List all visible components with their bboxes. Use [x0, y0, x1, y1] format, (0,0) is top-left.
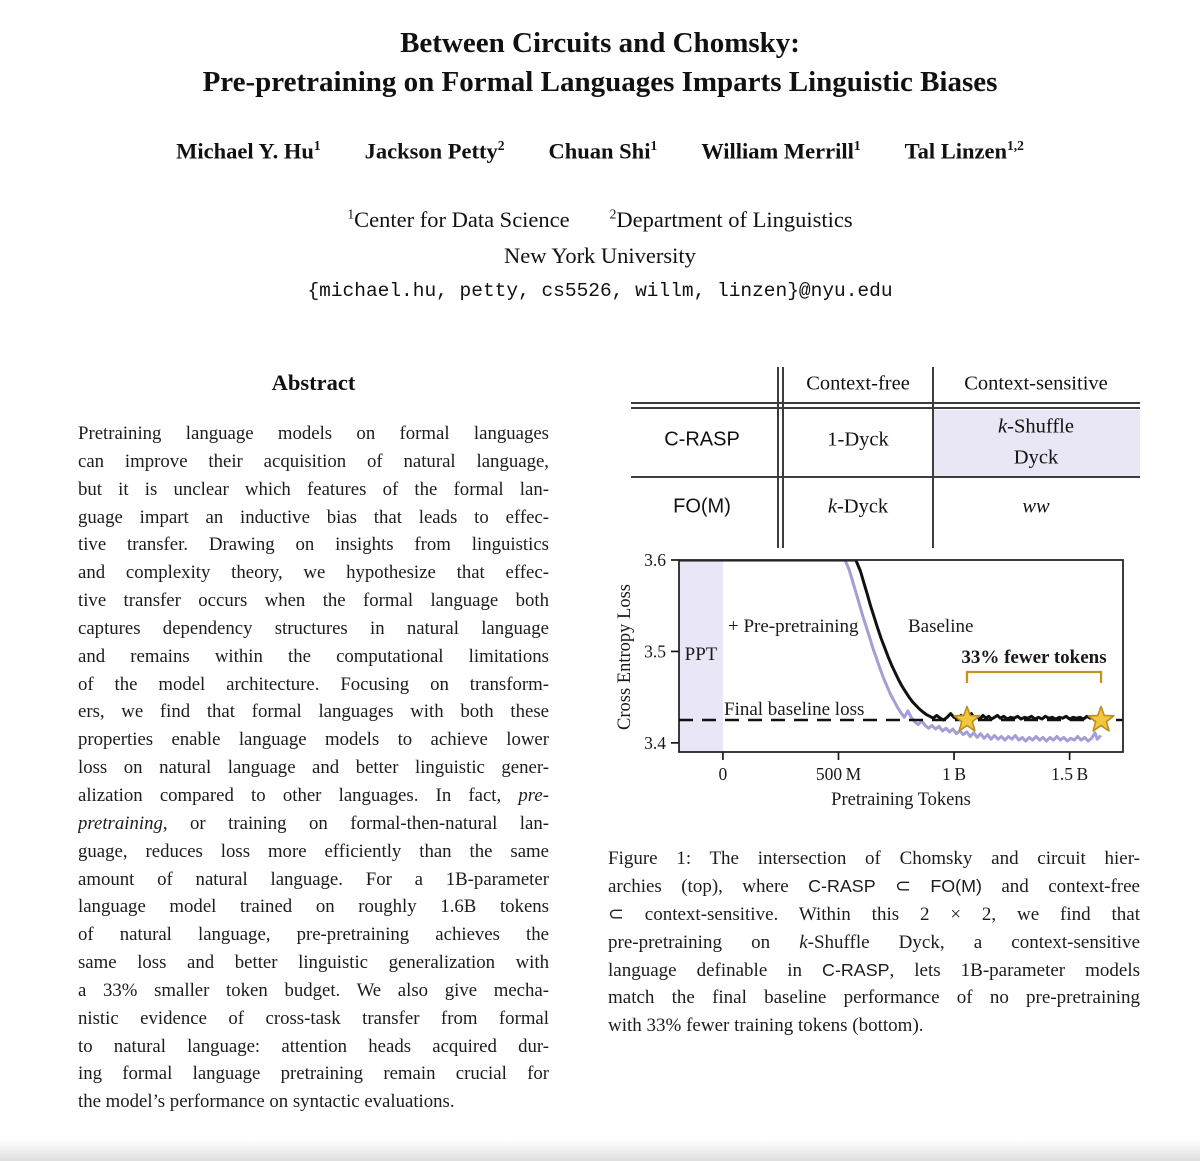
y-tick-label: 3.5	[644, 641, 666, 662]
text-segment: of the model architecture. Focusing on transform-	[78, 673, 549, 695]
author-list	[0, 138, 1200, 165]
affiliation-sup: 2	[609, 206, 617, 221]
text-segment: and complexity theory, we hypothesize that effec-	[78, 562, 549, 584]
caption-line	[608, 957, 1140, 985]
institution: New York University	[504, 243, 696, 268]
table-cell-crasp-contextsensitive-line1	[998, 416, 1074, 439]
table-row-label-fom: FO(M)	[673, 495, 731, 518]
text-segment: and remains within the computational limitations	[78, 645, 549, 667]
table-header-context-free: Context-free	[806, 372, 910, 395]
paper-title	[0, 24, 1200, 102]
text-segment: captures dependency structures in natural language	[78, 617, 549, 639]
abstract-body	[78, 420, 549, 1116]
abstract-line	[78, 754, 549, 782]
paper-title-line1: Between Circuits and Chomsky:	[400, 27, 800, 59]
caption-line	[608, 929, 1140, 957]
abstract-line	[78, 671, 549, 699]
affiliation-item: $^1$Center for Data Science	[347, 206, 570, 232]
abstract-line	[78, 977, 549, 1005]
bracket-label: 33% fewer tokens	[961, 647, 1107, 668]
text-segment: C-RASP	[808, 875, 876, 896]
text-segment: loss on natural language and better linguistic gener-	[78, 757, 549, 779]
table-cell-crasp-contextfree: 1-Dyck	[827, 428, 889, 451]
text-segment: ing formal language pretraining remain crucial for	[78, 1063, 549, 1085]
text-segment: archies (top), where	[608, 875, 809, 897]
abstract-line	[78, 559, 549, 587]
affiliation-item: $^2$Department of Linguistics	[609, 206, 853, 232]
caption-line	[608, 984, 1140, 1012]
abstract-line	[78, 866, 549, 894]
text-segment: properties enable language models to achieve lower	[78, 729, 549, 751]
y-axis-label: Cross Entropy Loss	[615, 584, 635, 730]
x-tick-label: 1 B	[942, 764, 967, 784]
text-segment: guage, reduces loss more efficiently than the same	[78, 840, 549, 862]
affiliation-sup: 1	[347, 206, 355, 221]
author-affiliation-sup: 1	[650, 138, 658, 153]
abstract-line	[78, 726, 549, 754]
author-name: Chuan Shi$^1$	[548, 138, 658, 164]
text-segment: ⊂ context-sensitive. Within this 2 × 2, we find that	[608, 903, 1140, 925]
text-segment: tive transfer occurs when the formal language both	[78, 590, 549, 612]
author-name: Jackson Petty$^2$	[364, 138, 505, 164]
abstract-line	[78, 420, 549, 448]
text-segment: -Shuffle Dyck, a context-sensitive	[807, 931, 1140, 953]
dashed-line-label: Final baseline loss	[724, 699, 865, 720]
x-tick-label: 500 M	[815, 764, 862, 784]
abstract-line	[78, 643, 549, 671]
abstract-line	[78, 698, 549, 726]
text-segment: but it is unclear which features of the formal lan-	[78, 478, 549, 500]
author-affiliation-sup: 1	[313, 138, 321, 153]
abstract-line	[78, 949, 549, 977]
text-segment: nistic evidence of cross-task transfer from formal	[78, 1007, 549, 1029]
abstract-heading: Abstract	[271, 370, 356, 395]
abstract-line	[78, 782, 549, 810]
loss-chart	[608, 547, 1140, 812]
abstract-line	[78, 476, 549, 504]
text-segment: can improve their acquisition of natural language,	[78, 450, 549, 472]
text-segment: C-RASP	[822, 959, 890, 980]
author-affiliation-sup: 2	[497, 138, 505, 153]
caption-line	[608, 901, 1140, 929]
table-cell-fom-contextfree	[828, 496, 888, 519]
text-segment: FO(M)	[930, 875, 982, 896]
table-double-vrule-right	[782, 367, 784, 548]
text-segment: language model trained on roughly 1.6B tokens	[78, 896, 549, 918]
text-segment: tive transfer. Drawing on insights from linguistics	[78, 534, 549, 556]
text-segment: amount of natural language. For a 1B-parameter	[78, 868, 549, 890]
caption-line	[608, 845, 1140, 873]
abstract-line	[78, 504, 549, 532]
y-tick-label: 3.6	[644, 550, 666, 570]
y-tick-label: 3.4	[644, 732, 666, 753]
text-segment: pre-pretraining on	[608, 931, 800, 953]
x-axis-label: Pretraining Tokens	[831, 790, 971, 810]
match-point-star-icon	[954, 707, 980, 731]
abstract-line	[78, 921, 549, 949]
match-point-star-icon	[1088, 707, 1114, 731]
author-name: Tal Linzen$^{1,2}$	[904, 138, 1024, 164]
text-segment: ers, we find that formal languages with both these	[78, 701, 549, 723]
abstract-line	[78, 810, 549, 838]
caption-line	[608, 1012, 1140, 1040]
affiliation-line	[0, 206, 1200, 233]
text-segment: language definable in	[608, 959, 823, 981]
abstract-line	[78, 448, 549, 476]
text-segment: , or training on formal-then-natural lan-	[162, 812, 549, 834]
text-segment: alization compared to other languages. In fact,	[78, 784, 519, 806]
text-segment: pre-	[518, 784, 549, 806]
series-label-pre-pretraining: + Pre-pretraining	[728, 616, 859, 637]
text-segment: and context-free	[981, 875, 1140, 897]
x-tick-label: 1.5 B	[1051, 764, 1089, 784]
text-segment: k	[998, 415, 1008, 438]
fewer-tokens-bracket	[967, 672, 1101, 683]
text-segment: a 33% smaller token budget. We also give mecha-	[78, 979, 549, 1001]
text-segment: of natural language, pre-pretraining achieves the	[78, 924, 549, 946]
text-segment: Figure 1: The intersection of Chomsky and circuit hier-	[608, 848, 1140, 869]
text-segment: -Dyck	[836, 495, 889, 518]
x-tick-label: 0	[718, 764, 728, 784]
abstract-line	[78, 615, 549, 643]
table-cell-fom-contextsensitive	[1022, 496, 1049, 519]
author-affiliation-sup: 1,2	[1006, 138, 1024, 153]
text-segment: , lets 1B-parameter models	[889, 959, 1140, 981]
page-bottom-shadow	[0, 1139, 1200, 1161]
abstract-section	[78, 370, 549, 1116]
text-segment: k	[827, 495, 837, 518]
text-segment: Pretraining language models on formal languages	[78, 423, 549, 444]
abstract-line	[78, 893, 549, 921]
text-segment: guage impart an inductive bias that leads to effec-	[78, 506, 549, 528]
text-segment: k	[799, 931, 808, 953]
abstract-line	[78, 1060, 549, 1088]
table-row-rule	[631, 476, 1140, 478]
table-double-rule-top	[631, 402, 1140, 404]
author-name: Michael Y. Hu$^1$	[176, 138, 321, 164]
author-emails: {michael.hu, petty, cs5526, willm, linzen}@nyu.edu	[307, 280, 893, 302]
figure1-plot	[608, 547, 1140, 812]
abstract-line	[78, 1088, 549, 1116]
paper-title-line2: Pre-pretraining on Formal Languages Imparts Linguistic Biases	[202, 66, 998, 98]
text-segment: same loss and better linguistic generalization with	[78, 952, 549, 974]
series-label-baseline: Baseline	[908, 616, 974, 637]
table-double-rule-bottom	[631, 407, 1140, 409]
text-segment: pretraining	[78, 812, 163, 834]
text-segment: the model’s performance on syntactic evaluations.	[78, 1091, 455, 1113]
text-segment: with 33% fewer training tokens (bottom).	[608, 1015, 924, 1037]
abstract-line	[78, 587, 549, 615]
ppt-region-label: PPT	[684, 644, 718, 665]
abstract-line	[78, 838, 549, 866]
table-column-vrule	[932, 367, 934, 548]
table-row-label-crasp: C-RASP	[664, 428, 740, 451]
author-name: William Merrill$^1$	[701, 138, 861, 164]
table-double-vrule-left	[777, 367, 779, 548]
text-segment: to natural language: attention heads acquired dur-	[78, 1035, 549, 1057]
abstract-line	[78, 1005, 549, 1033]
text-segment: ww	[1022, 495, 1050, 518]
text-segment: ⊂	[875, 875, 931, 897]
table-cell-crasp-contextsensitive-line2: Dyck	[1013, 446, 1059, 469]
table-header-context-sensitive: Context-sensitive	[964, 372, 1108, 395]
chomsky-circuit-table	[608, 365, 1140, 550]
author-affiliation-sup: 1	[853, 138, 861, 153]
caption-line	[608, 873, 1140, 901]
text-segment: -Shuffle	[1007, 415, 1074, 438]
abstract-line	[78, 531, 549, 559]
text-segment: match the final baseline performance of no pre-pretraining	[608, 987, 1140, 1009]
abstract-line	[78, 1033, 549, 1061]
figure1-caption	[608, 845, 1140, 1040]
